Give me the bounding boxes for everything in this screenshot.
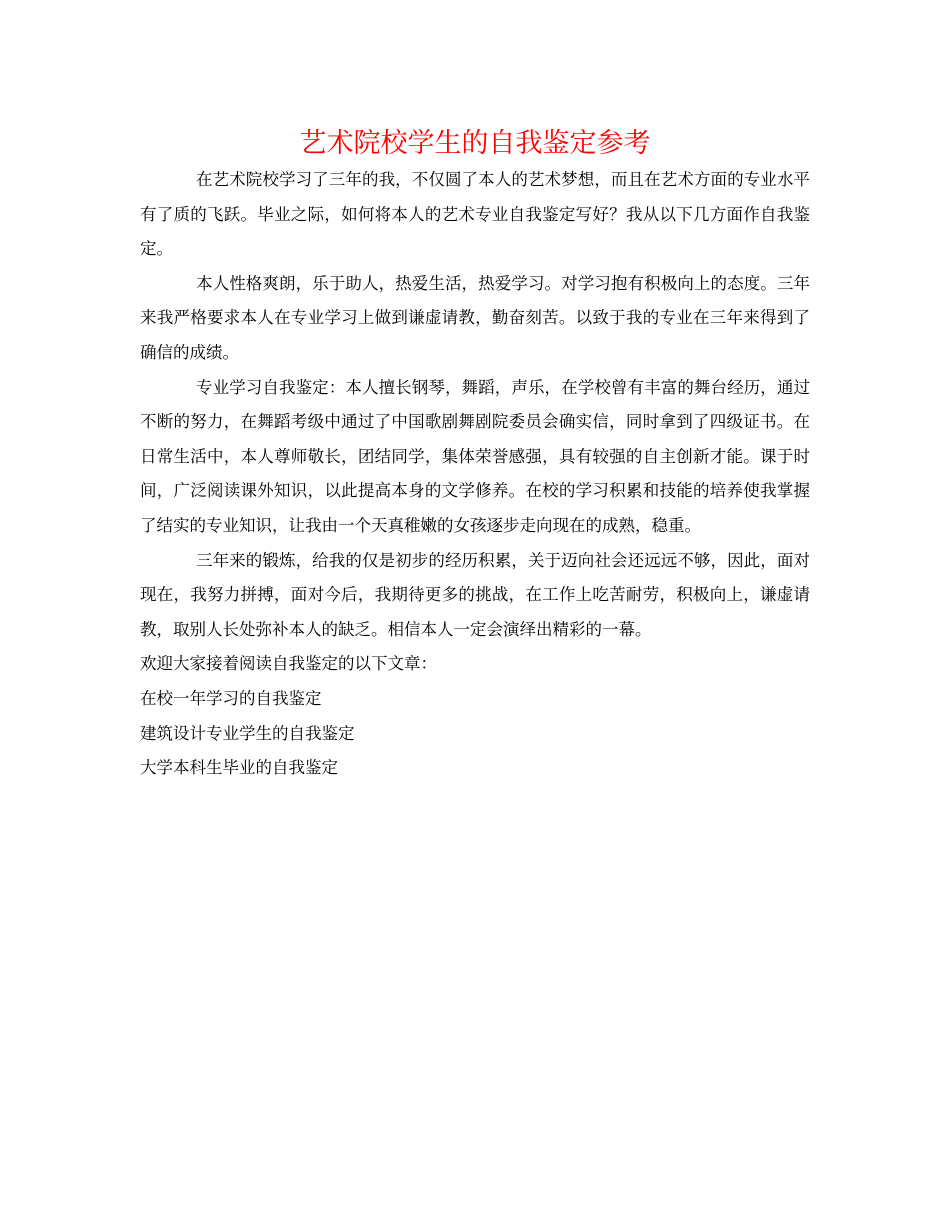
further-reading-link-2[interactable]: 建筑设计专业学生的自我鉴定 xyxy=(140,723,355,743)
document-title: 艺术院校学生的自我鉴定参考 xyxy=(299,128,651,159)
paragraph-professional-study: 专业学习自我鉴定：本人擅长钢琴，舞蹈，声乐，在学校曾有丰富的舞台经历，通过不断的努力，在舞蹈考级中通过了中国歌剧舞剧院委员会确实信，同时拿到了四级证书。在日常生活中，本人尊师敬长，团结同学，集体荣誉感强，具有较强的自主创新才能。课于时间，广泛阅读课外知识，以此提高本身的文学修养。在校的学习积累和技能的培养使我掌握了结实的专业知识，让我由一个天真稚嫩的女孩逐步走向现在的成熟，稳重。 xyxy=(140,377,810,535)
paragraph-conclusion: 三年来的锻炼，给我的仅是初步的经历积累，关于迈向社会还远远不够，因此，面对现在，我努力拼搏，面对今后，我期待更多的挑战，在工作上吃苦耐劳，积极向上，谦虚请教，取别人长处弥补本人的缺乏。相信本人一定会演绎出精彩的一幕。 xyxy=(140,550,810,639)
further-reading-link-1[interactable]: 在校一年学习的自我鉴定 xyxy=(140,688,322,708)
document-body xyxy=(140,163,810,786)
further-reading-intro: 欢迎大家接着阅读自我鉴定的以下文章： xyxy=(140,654,437,674)
paragraph-intro: 在艺术院校学习了三年的我，不仅圆了本人的艺术梦想，而且在艺术方面的专业水平有了质的飞跃。毕业之际，如何将本人的艺术专业自我鉴定写好？我从以下几方面作自我鉴定。 xyxy=(140,170,810,259)
further-reading-link-3[interactable]: 大学本科生毕业的自我鉴定 xyxy=(140,758,338,778)
paragraph-personality: 本人性格爽朗，乐于助人，热爱生活，热爱学习。对学习抱有积极向上的态度。三年来我严格要求本人在专业学习上做到谦虚请教，勤奋刻苦。以致于我的专业在三年来得到了确信的成绩。 xyxy=(140,273,810,362)
